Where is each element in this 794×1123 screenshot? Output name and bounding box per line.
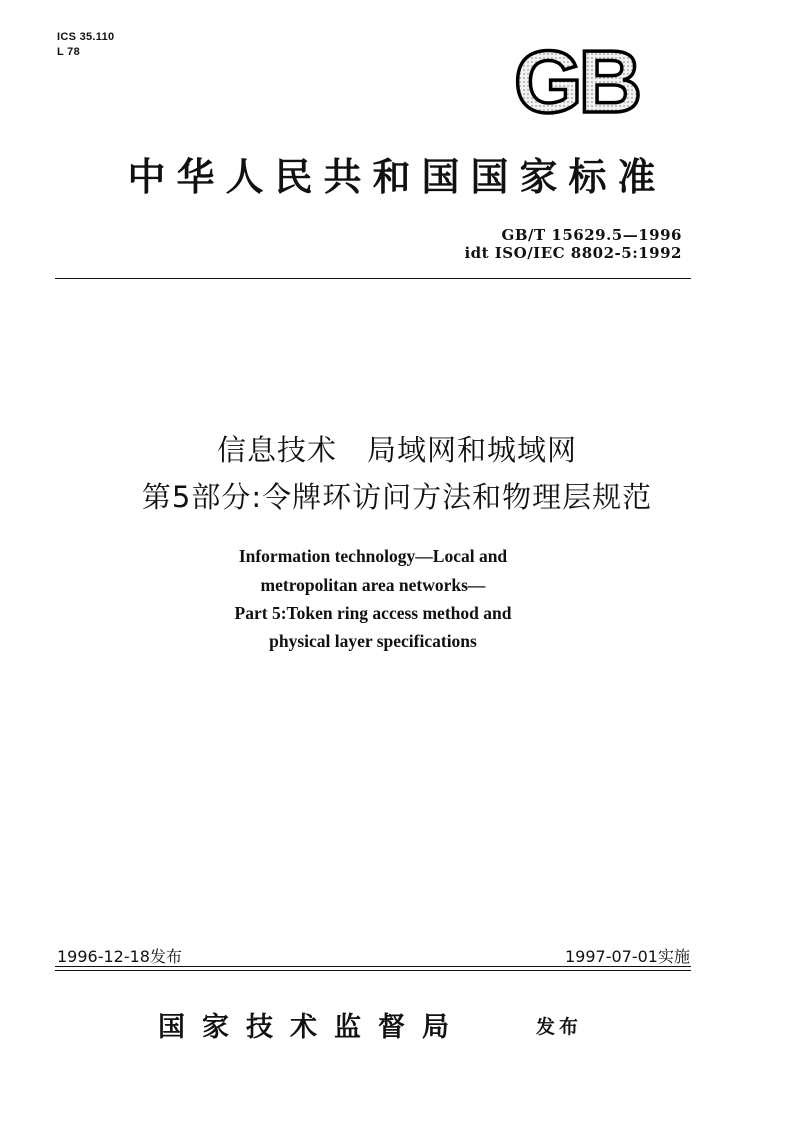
title-en-line: metropolitan area networks— <box>260 575 486 595</box>
title-en-line: Information technology—Local and <box>238 546 508 566</box>
standard-number: GB/T 15629.5—1996 <box>501 226 682 244</box>
title-en-line: physical layer specifications <box>269 631 477 651</box>
divider <box>55 966 691 967</box>
issuer-name: 国家技术监督局 <box>158 1012 466 1043</box>
implementation-date: 1997-07-01实施 <box>565 947 690 966</box>
gb-logo-text: GB <box>514 40 638 120</box>
ics-code: ICS 35.110 <box>57 31 115 43</box>
ccs-code: L 78 <box>57 46 81 58</box>
release-date: 1996-12-18发布 <box>57 947 182 966</box>
title-en-line: Part 5:Token ring access method and <box>234 603 512 623</box>
standard-title: 中华人民共和国国家标准 <box>127 154 667 199</box>
gb-logo <box>506 40 646 120</box>
divider <box>55 970 691 971</box>
divider <box>55 278 691 279</box>
title-cn-line-2: 第5部分:令牌环访问方法和物理层规范 <box>141 480 653 514</box>
issuer-suffix: 发布 <box>536 1016 583 1038</box>
standard-idt: idt ISO/IEC 8802-5:1992 <box>464 244 682 262</box>
title-cn-line-1: 信息技术 局域网和城域网 <box>216 433 577 467</box>
